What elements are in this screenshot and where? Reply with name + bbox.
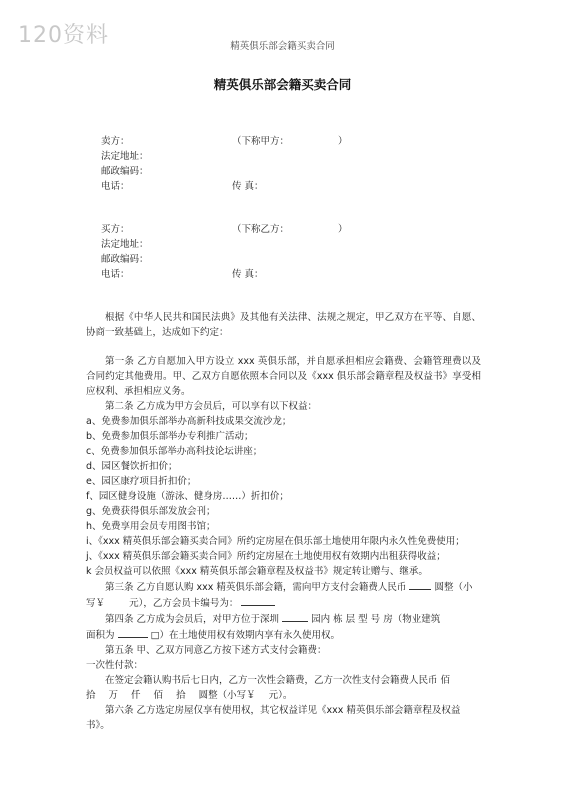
page-header: 精英俱乐部会籍买卖合同	[230, 41, 335, 52]
right-item: f、园区健身设施（游泳、健身房……）折扣价；	[86, 491, 289, 502]
right-item: b、免费参加俱乐部举办专利推广活动；	[86, 431, 254, 442]
buyer-fax-label: 传 真：	[232, 269, 264, 280]
right-item: a、免费参加俱乐部举办高新科技成果交流沙龙；	[86, 416, 292, 427]
article-1: 第一条 乙方自愿加入甲方设立 xxx 英俱乐部，并自愿承担相应会籍费、会籍管理费以及合同约定其他费用。甲、乙双方自愿依照本合同以及《xxx 俱乐部会籍章程及权益书》享受相应权利、承担相应义务。	[86, 356, 481, 397]
document-title: 精英俱乐部会籍买卖合同	[213, 77, 352, 92]
article-4-text-a: 第四条 乙方成为会员后，对甲方位于深圳	[105, 614, 280, 625]
buyer-alias: （下称乙方：	[232, 224, 290, 235]
seller-block	[101, 134, 348, 194]
seller-address-label: 法定地址：	[101, 151, 149, 162]
right-item: e、园区康疗项目折扣价；	[86, 476, 197, 487]
preamble: 根据《中华人民共和国民法典》及其他有关法律、法规之规定，甲乙双方在平等、自愿、协商一致基础上，达成如下约定：	[86, 312, 481, 338]
area-blank	[118, 627, 148, 638]
buyer-alias-end: ）	[338, 224, 348, 235]
articles-section	[86, 354, 481, 733]
payment-line-1: 在签定会籍认购书后七日内，乙方一次性会籍费，乙方一次性支付会籍费人民币 佰	[105, 675, 451, 686]
watermark: 120资料	[18, 23, 109, 48]
preamble-section	[86, 310, 481, 340]
seller-alias-end: ）	[338, 136, 348, 147]
seller-phone-label: 电话：	[101, 181, 130, 192]
seller-alias: （下称甲方：	[232, 136, 290, 147]
right-item: g、免费获得俱乐部发放会刊；	[86, 506, 216, 517]
payment-line-2: 拾 万 仟 佰 拾 圆整（小写￥ 元）。	[86, 690, 293, 701]
buyer-address-label: 法定地址：	[101, 239, 149, 250]
buyer-name-label: 买方：	[101, 224, 130, 235]
right-item: k 会员权益可以依照《xxx 精英俱乐部会籍章程及权益书》规定转让赠与、继承。	[86, 566, 428, 577]
article-5: 第五条 甲、乙双方同意乙方按下述方式支付会籍费：	[105, 645, 327, 656]
article-4-cont	[86, 627, 481, 643]
buyer-name-row	[101, 222, 348, 237]
seller-name-label: 卖方：	[101, 136, 130, 147]
article-2: 第二条 乙方成为甲方会员后，可以享有以下权益：	[105, 401, 318, 412]
buyer-phone-label: 电话：	[101, 269, 130, 280]
article-3-text-a: 第三条 乙方自愿认购 xxx 精英俱乐部会籍，需向甲方支付会籍费人民币	[105, 582, 407, 593]
seller-name-row	[101, 134, 348, 149]
right-item: j、《xxx 精英俱乐部会籍买卖合同》所约定房屋在土地使用权有效期内出租获得收益；	[86, 551, 446, 562]
article-3-text-c: 写￥	[86, 598, 106, 609]
seller-postcode-label: 邮政编码：	[101, 166, 149, 177]
article-3-text-b: 圆整（小	[434, 582, 473, 593]
article-3	[86, 579, 481, 595]
article-3-text-d: 元），乙方会员卡编号为：	[129, 598, 239, 609]
location-blank	[282, 611, 308, 622]
seller-fax-label: 传 真：	[232, 181, 264, 192]
article-4-text-b: 园内 栋 层 型 号 房（物业建筑	[311, 614, 441, 625]
right-item: h、免费享用会员专用图书馆；	[86, 521, 216, 532]
buyer-postcode-label: 邮政编码：	[101, 254, 149, 265]
article-3-cont	[86, 595, 481, 611]
article-4	[86, 611, 481, 627]
fee-blank	[409, 579, 431, 590]
article-4-text-c: 面积为	[86, 630, 115, 641]
card-number-blank	[241, 595, 275, 606]
buyer-block	[101, 222, 348, 282]
rights-list	[86, 414, 481, 579]
right-item: d、园区餐饮折扣价；	[86, 461, 178, 472]
right-item: c、免费参加俱乐部举办高科技论坛讲座；	[86, 446, 263, 457]
lump-sum-label: 一次性付款：	[86, 660, 144, 671]
article-6: 第六条 乙方选定房屋仅享有使用权，其它权益详见《xxx 精英俱乐部会籍章程及权益书》。	[86, 705, 461, 731]
right-item: i、《xxx 精英俱乐部会籍买卖合同》所约定房屋在俱乐部土地使用年限内永久性免费使用；	[86, 536, 465, 547]
article-4-text-d: □）在土地使用权有效期内享有永久使用权。	[150, 630, 341, 641]
